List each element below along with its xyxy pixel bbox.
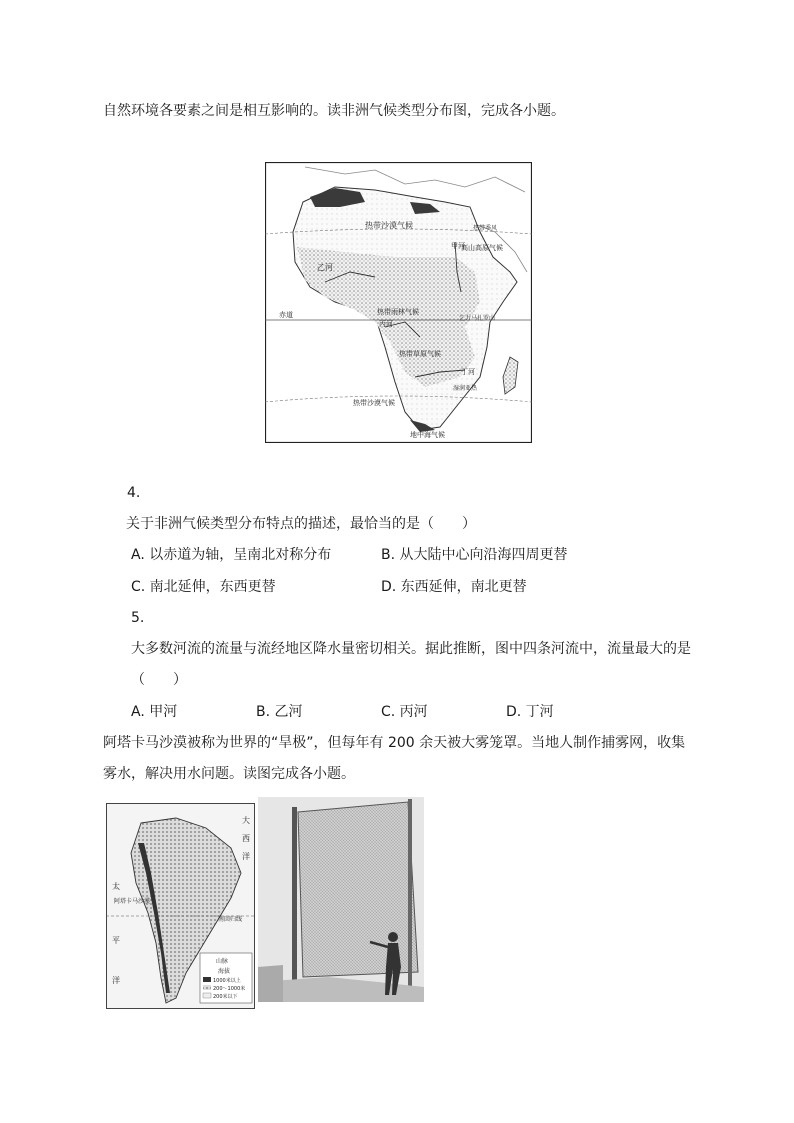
intro-text-2-line2: 雾水，解决用水问题。读图完成各小题。 bbox=[103, 766, 355, 782]
label-mediterranean: 地中海气候 bbox=[410, 431, 445, 439]
q5-option-a: A. 甲河 bbox=[131, 704, 178, 720]
label-atacama-desert: 阿塔卡马沙漠 bbox=[114, 898, 151, 905]
q5-option-c: C. 丙河 bbox=[381, 704, 428, 720]
label-legend-2: 200～1000米 bbox=[213, 986, 246, 992]
q4-option-c: C. 南北延伸，东西更替 bbox=[131, 579, 276, 595]
q4-option-a: A. 以赤道为轴，呈南北对称分布 bbox=[131, 547, 332, 563]
label-rainforest-climate: 热带雨林气候 bbox=[377, 308, 419, 316]
q5-option-d: D. 丁河 bbox=[506, 704, 554, 720]
label-humid-subtropical: 湿润亚热 bbox=[453, 385, 478, 392]
label-monsoon-ne: 热带季风 bbox=[473, 225, 498, 232]
label-jia-river: 甲河 bbox=[451, 242, 465, 250]
label-ding-river: 丁河 bbox=[461, 368, 475, 376]
label-legend-3: 200米以下 bbox=[213, 994, 238, 1000]
label-legend-title: 海拔 bbox=[218, 968, 231, 975]
label-legend-mountain: 山脉 bbox=[216, 958, 229, 965]
label-yi-river: 乙河 bbox=[317, 263, 333, 272]
label-equator: 赤道 bbox=[279, 311, 293, 319]
fog-net-photo bbox=[258, 797, 424, 1002]
label-tropical-desert-north: 热带沙漠气候 bbox=[365, 221, 413, 230]
label-atlantic-xi: 西 bbox=[242, 834, 250, 843]
q4-option-d: D. 东西延伸，南北更替 bbox=[381, 579, 527, 595]
q5-paren: （ ） bbox=[131, 672, 187, 688]
label-pacific-yang: 洋 bbox=[112, 976, 120, 985]
q5-number: 5. bbox=[131, 610, 145, 626]
label-bing-river: 丙河 bbox=[379, 320, 393, 328]
label-atlantic-da: 大 bbox=[242, 816, 250, 825]
label-south-tropic: 南回归线 bbox=[218, 916, 243, 923]
intro-text-2-line1: 阿塔卡马沙漠被称为世界的“旱极”，但每年有 200 余天被大雾笼罩。当地人制作捕雾网，收集 bbox=[103, 735, 686, 751]
intro-text-1: 自然环境各要素之间是相互影响的。读非洲气候类型分布图，完成各小题。 bbox=[103, 103, 565, 119]
label-savanna-climate: 热带草原气候 bbox=[399, 350, 441, 358]
label-legend-1: 1000米以上 bbox=[213, 978, 241, 984]
q5-option-b: B. 乙河 bbox=[256, 704, 303, 720]
q4-number: 4. bbox=[127, 485, 141, 501]
label-pacific-tai: 太 bbox=[112, 882, 120, 891]
q4-stem: 关于非洲气候类型分布特点的描述，最恰当的是（ ） bbox=[126, 516, 476, 532]
africa-climate-map bbox=[265, 162, 532, 443]
label-kilimanjaro: 乞力马扎罗山 bbox=[459, 315, 496, 322]
label-highland-climate: 高山高原气候 bbox=[461, 244, 503, 252]
label-pacific-ping: 平 bbox=[112, 936, 120, 945]
label-atlantic-yang: 洋 bbox=[242, 852, 250, 861]
q4-option-b: B. 从大陆中心向沿海四周更替 bbox=[381, 547, 568, 563]
south-america-map bbox=[106, 803, 255, 1009]
label-tropical-desert-south: 热带沙漠气候 bbox=[353, 399, 395, 407]
q5-stem: 大多数河流的流量与流经地区降水量密切相关。据此推断，图中四条河流中，流量最大的是 bbox=[131, 641, 691, 657]
